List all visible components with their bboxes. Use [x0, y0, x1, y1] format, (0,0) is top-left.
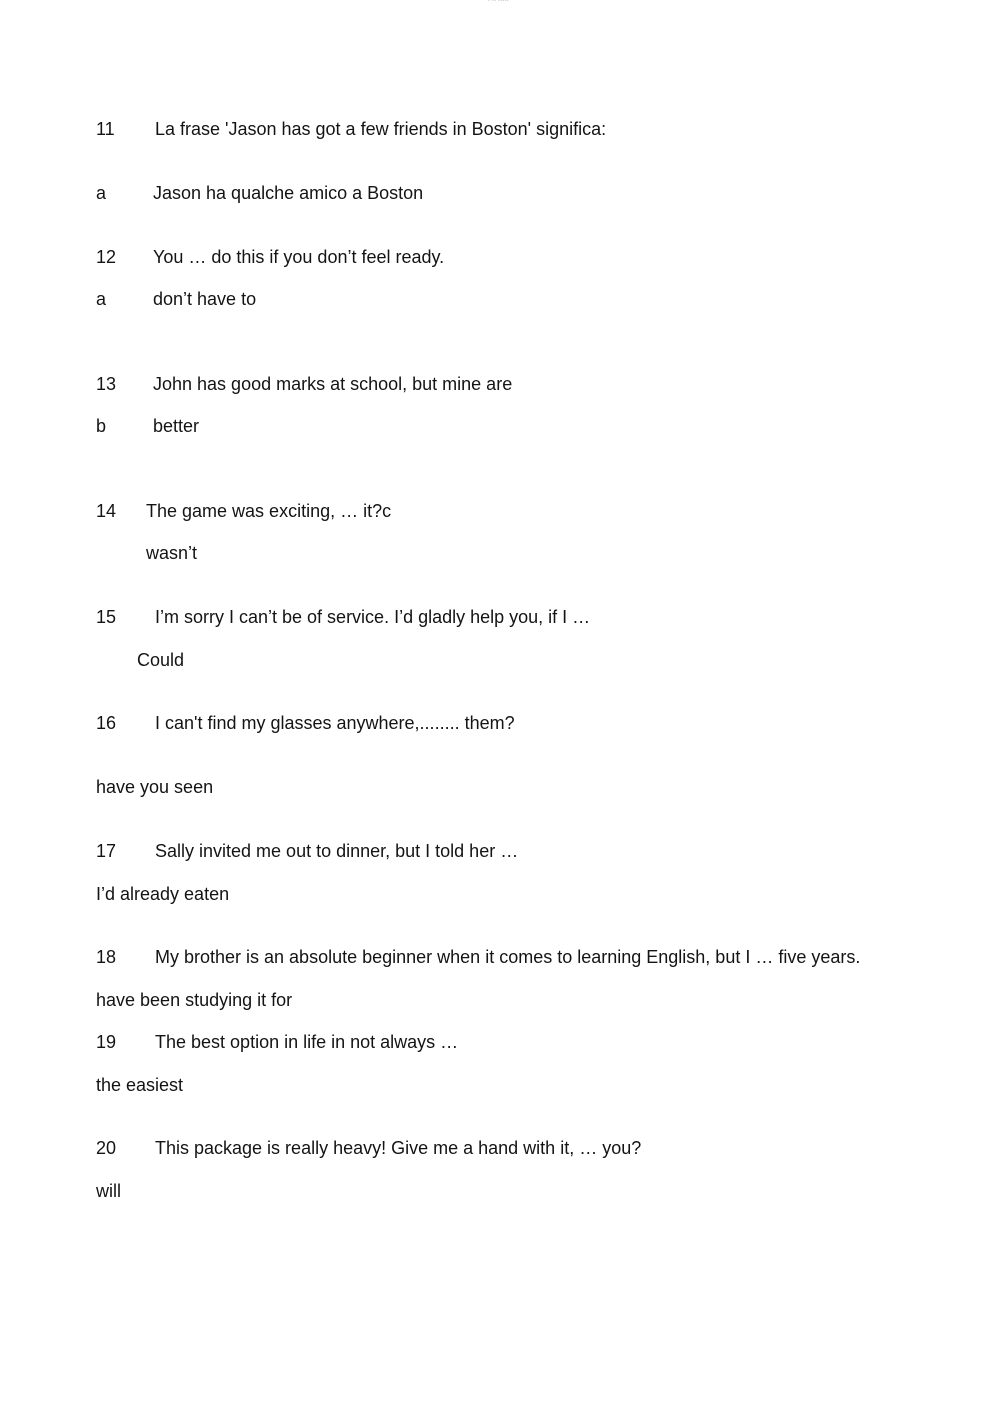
answer-text: Could — [137, 650, 185, 670]
question-number: 14 — [96, 501, 117, 521]
question-number: 19 — [96, 1032, 117, 1052]
answer-text: I’d already eaten — [96, 884, 230, 904]
answer-text: Jason ha qualche amico a Boston — [153, 183, 424, 203]
question-text: John has good marks at school, but mine are — [153, 374, 513, 394]
question-text: The best option in life in not always … — [155, 1032, 459, 1052]
question-text: I’m sorry I can’t be of service. I’d gladly help you, if I … — [155, 607, 591, 627]
answer-letter: a — [96, 289, 107, 309]
answer-text: better — [153, 416, 200, 436]
answer-text: will — [96, 1181, 121, 1201]
answer-letter: b — [96, 416, 107, 436]
question-text: My brother is an absolute beginner when it comes to learning English, but I … five years. — [155, 947, 861, 967]
question-text: This package is really heavy! Give me a hand with it, … you? — [155, 1138, 642, 1158]
question-number: 13 — [96, 374, 117, 394]
question-number: 20 — [96, 1138, 117, 1158]
answer-text: the easiest — [96, 1075, 184, 1095]
answer-text: wasn’t — [146, 543, 198, 563]
question-text: La frase 'Jason has got a few friends in Boston' significa: — [155, 119, 607, 139]
header-mark: - -- ----- — [488, 0, 510, 4]
answer-text: have you seen — [96, 777, 214, 797]
question-number: 15 — [96, 607, 117, 627]
question-text: You … do this if you don’t feel ready. — [153, 247, 445, 267]
answer-text: have been studying it for — [96, 990, 293, 1010]
question-number: 16 — [96, 713, 117, 733]
question-number: 11 — [96, 119, 115, 139]
question-text: The game was exciting, … it?c — [146, 501, 392, 521]
question-number: 12 — [96, 247, 117, 267]
question-text: I can't find my glasses anywhere,........ them? — [155, 713, 515, 733]
question-number: 18 — [96, 947, 117, 967]
question-number: 17 — [96, 841, 117, 861]
answer-letter: a — [96, 183, 107, 203]
answer-text: don’t have to — [153, 289, 257, 309]
question-text: Sally invited me out to dinner, but I told her … — [155, 841, 519, 861]
